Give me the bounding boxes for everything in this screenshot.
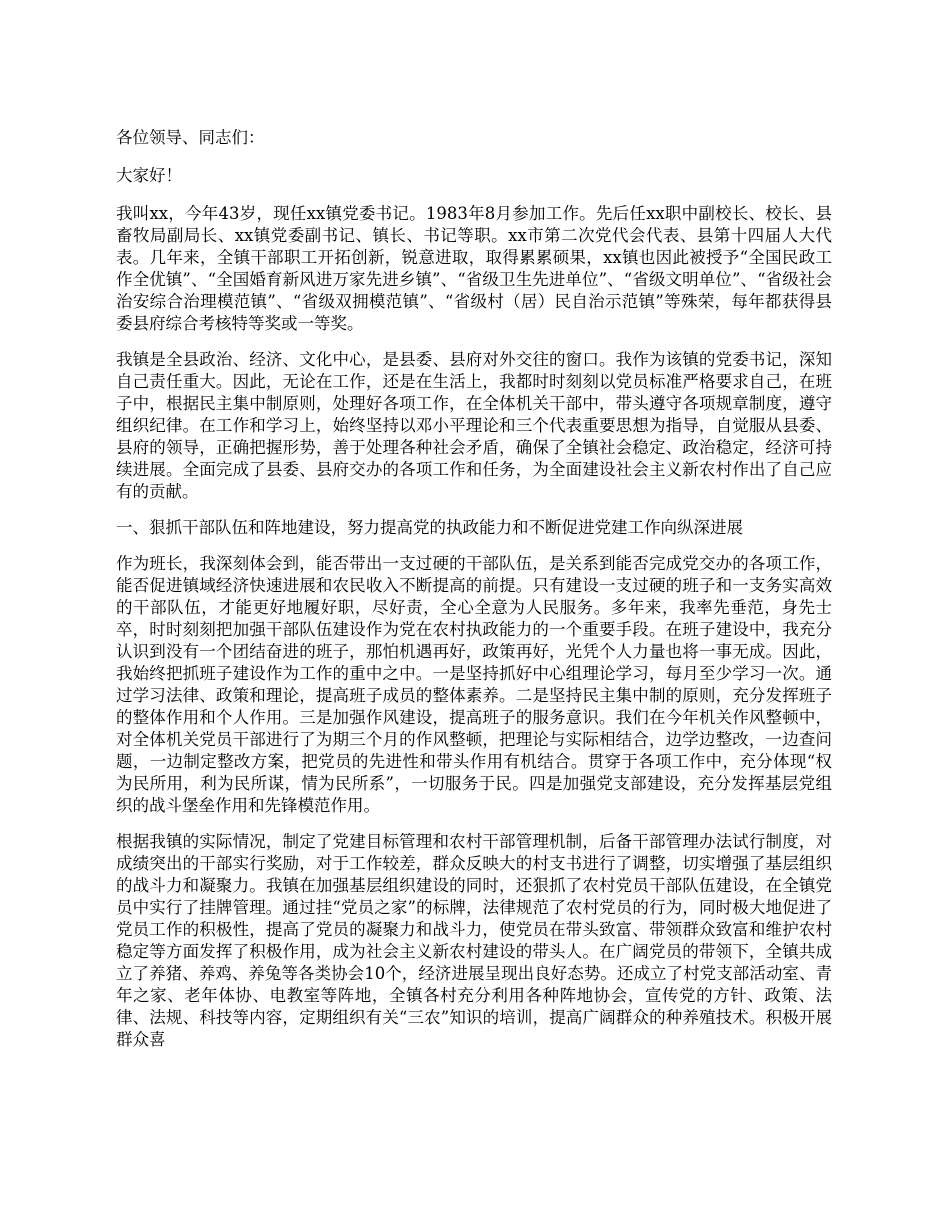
paragraph-responsibility: 我镇是全县政治、经济、文化中心，是县委、县府对外交往的窗口。我作为该镇的党委书记，深知自己责任重大。因此，无论在工作，还是在生活上，我都时时刻刻以党员标准严格要求自己，在班子中，根据民主集中制原则，处理好各项工作，在全体机关干部中，带头遵守各项规章制度，遵守组织纪律。在工作和学习上，始终坚持以邓小平理论和三个代表重要思想为指导，自觉服从县委、县府的领导，正确把握形势，善于处理各种社会矛盾，确保了全镇社会稳定、政治稳定，经济可持续进展。全面完成了县委、县府交办的各项工作和任务，为全面建设社会主义新农村作出了自己应有的贡献。 (116, 350, 832, 501)
paragraph-cadre-team: 作为班长，我深刻体会到，能否带出一支过硬的干部队伍，是关系到能否完成党交办的各项工作，能否促进镇域经济快速进展和农民收入不断提高的前提。只有建设一支过硬的班子和一支务实高效的干部队伍，才能更好地履好职，尽好责，全心全意为人民服务。多年来，我率先垂范，身先士卒，时时刻刻把加强干部队伍建设作为党在农村执政能力的一个重要手段。在班子建设中，我充分认识到没有一个团结奋进的班子，那怕机遇再好，政策再好，光凭个人力量也将一事无成。因此，我始终把抓班子建设作为工作的重中之中。一是坚持抓好中心组理论学习，每月至少学习一次。通过学习法律、政策和理论，提高班子成员的整体素养。二是坚持民主集中制的原则，充分发挥班子的整体作用和个人作用。三是加强作风建设，提高班子的服务意识。我们在今年机关作风整顿中，对全体机关党员干部进行了为期三个月的作风整顿，把理论与实际相结合，边学边整改，一边查问题，一边制定整改方案，把党员的先进性和带头作用有机结合。贯穿于各项工作中，充分体现“权为民所用，利为民所谋，情为民所系”，一切服务于民。四是加强党支部建设，充分发挥基层党组织的战斗堡垒作用和先锋模范作用。 (116, 554, 832, 815)
paragraph-grassroots: 根据我镇的实际情况，制定了党建目标管理和农村干部管理机制，后备干部管理办法试行制度，对成绩突出的干部实行奖励，对于工作较差，群众反映大的村支书进行了调整，切实增强了基层组织的战斗力和凝聚力。我镇在加强基层组织建设的同时，还狠抓了农村党员干部队伍建设，在全镇党员中实行了挂牌管理。通过挂“党员之家”的标牌，法律规范了农村党员的行为，同时极大地促进了党员工作的积极性，提高了党员的凝聚力和战斗力，使党员在带头致富、带领群众致富和维护农村稳定等方面发挥了积极作用，成为社会主义新农村建设的带头人。在广阔党员的带领下，全镇共成立了养猪、养鸡、养兔等各类协会10个，经济进展呈现出良好态势。还成立了村党支部活动室、青年之家、老年体协、电教室等阵地，全镇各村充分利用各种阵地协会，宣传党的方针、政策、法律、法规、科技等内容，定期组织有关“三农”知识的培训，提高广阔群众的种养殖技术。积极开展群众喜 (116, 832, 832, 1049)
salutation: 各位领导、同志们： (116, 128, 265, 147)
greeting: 大家好！ (116, 166, 182, 185)
section-heading: 一、狠抓干部队伍和阵地建设，努力提高党的执政能力和不断促进党建工作向纵深进展 (116, 518, 743, 537)
document-body (116, 127, 832, 1065)
paragraph-intro: 我叫xx，今年43岁，现任xx镇党委书记。1983年8月参加工作。先后任xx职中副校长、校长、县畜牧局副局长、xx镇党委副书记、镇长、书记等职。xx市第二次党代会代表、县第十四届人大代表。几年来，全镇干部职工开拓创新，锐意进取，取得累累硕果，xx镇也因此被授予“全国民政工作全优镇”、“全国婚育新风进万家先进乡镇”、“省级卫生先进单位”、“省级文明单位”、“省级社会治安综合治理模范镇”、“省级双拥模范镇”、“省级村（居）民自治示范镇”等殊荣，每年都获得县委县府综合考核特等奖或一等奖。 (116, 204, 832, 333)
